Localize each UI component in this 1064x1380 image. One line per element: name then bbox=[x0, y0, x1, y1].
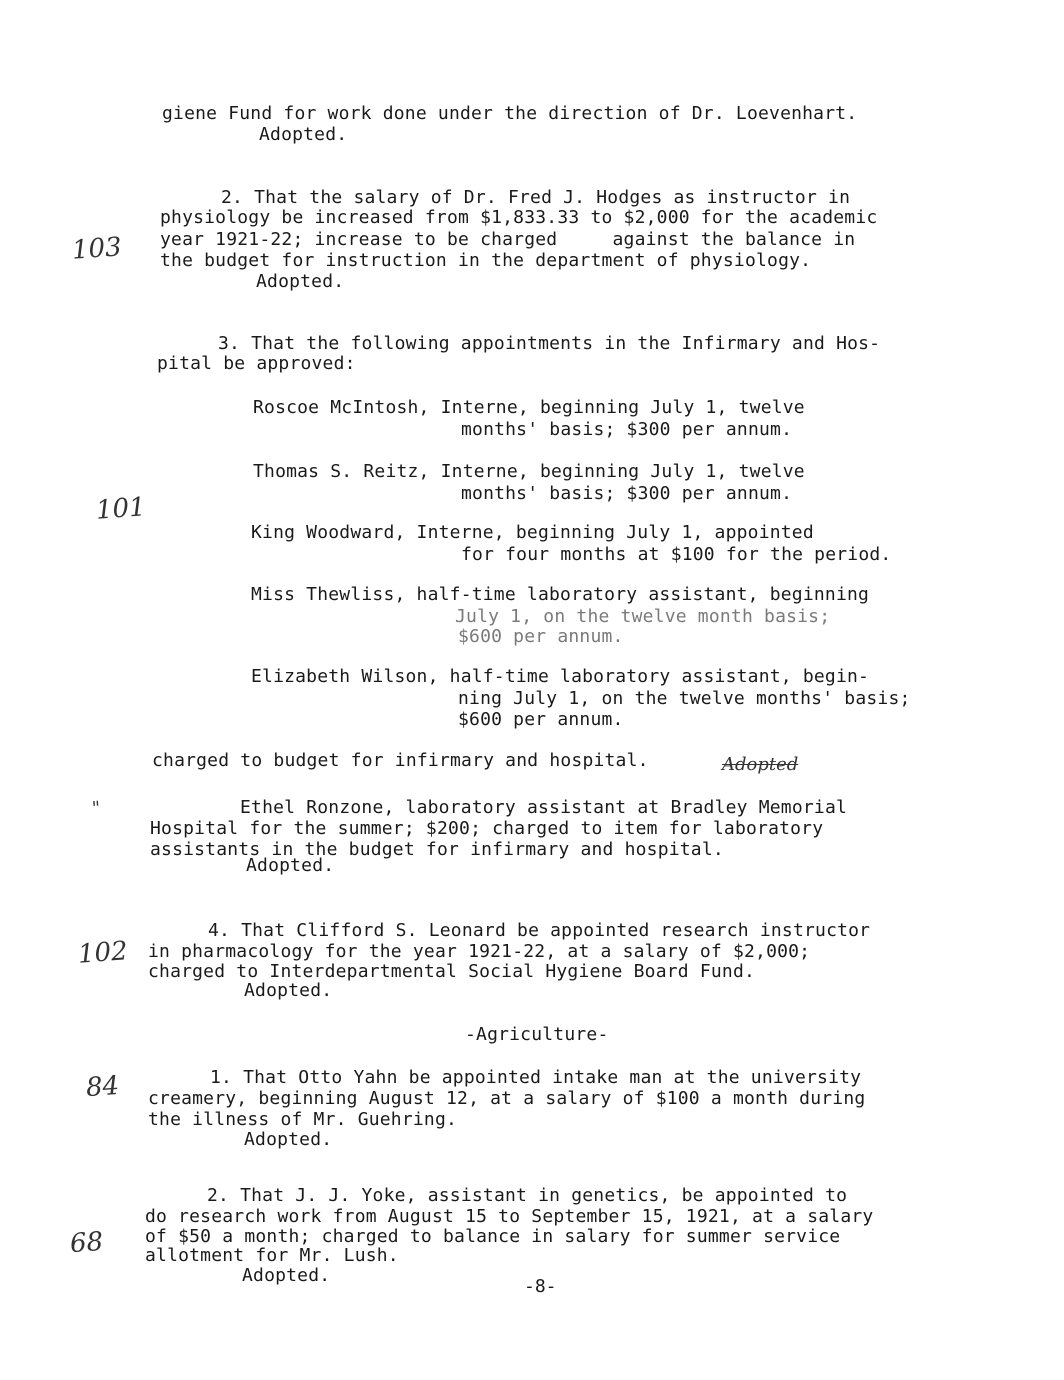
margin-note: 101 bbox=[95, 492, 147, 526]
adopted-label: Adopted. bbox=[246, 855, 335, 876]
adopted-label: Adopted. bbox=[242, 1265, 331, 1286]
text-line: 3. That the following appointments in the Infirmary and Hos- bbox=[218, 333, 881, 354]
text-line: 1. That Otto Yahn be appointed intake man at the university bbox=[210, 1067, 862, 1088]
text-line: Roscoe McIntosh, Interne, beginning July 1, twelve bbox=[253, 397, 805, 418]
text-line: months' basis; $300 per annum. bbox=[461, 483, 793, 504]
text-line: 4. That Clifford S. Leonard be appointed research instructor bbox=[208, 920, 871, 941]
text-line: physiology be increased from $1,833.33 to $2,000 for the academic bbox=[160, 207, 878, 228]
text-line: do research work from August 15 to September 15, 1921, at a salary bbox=[145, 1206, 874, 1227]
margin-note: " bbox=[91, 797, 102, 820]
adopted-label: Adopted. bbox=[244, 1129, 333, 1150]
text-line: 2. That J. J. Yoke, assistant in genetics, be appointed to bbox=[207, 1185, 848, 1206]
text-line: year 1921-22; increase to be charged against the balance in bbox=[160, 229, 856, 250]
text-line: of $50 a month; charged to balance in salary for summer service bbox=[145, 1226, 841, 1247]
text-line: King Woodward, Interne, beginning July 1, appointed bbox=[251, 522, 814, 543]
text-line: charged to budget for infirmary and hospital. bbox=[152, 750, 649, 771]
text-line: the budget for instruction in the department of physiology. bbox=[160, 250, 812, 271]
margin-note: 68 bbox=[68, 1226, 105, 1260]
text-line: Ethel Ronzone, laboratory assistant at Bradley Memorial bbox=[240, 797, 848, 818]
text-line: Elizabeth Wilson, half-time laboratory assistant, begin- bbox=[251, 666, 870, 687]
margin-note: 102 bbox=[77, 936, 129, 970]
section-heading: -Agriculture- bbox=[465, 1024, 609, 1045]
adopted-label: Adopted. bbox=[244, 980, 333, 1001]
text-line: months' basis; $300 per annum. bbox=[461, 419, 793, 440]
text-line: in pharmacology for the year 1921-22, at a salary of $2,000; bbox=[148, 941, 811, 962]
margin-note: 84 bbox=[84, 1070, 121, 1104]
text-line: Thomas S. Reitz, Interne, beginning July 1, twelve bbox=[253, 461, 805, 482]
text-line: July 1, on the twelve month basis; bbox=[455, 606, 831, 627]
text-line: giene Fund for work done under the direction of Dr. Loevenhart. bbox=[162, 103, 858, 124]
text-line: for four months at $100 for the period. bbox=[461, 544, 892, 565]
text-line: pital be approved: bbox=[157, 353, 356, 374]
text-line: Hospital for the summer; $200; charged to item for laboratory bbox=[150, 818, 824, 839]
text-line: $600 per annum. bbox=[458, 626, 624, 647]
page-number: -8- bbox=[524, 1276, 557, 1297]
adopted-label: Adopted. bbox=[259, 124, 348, 145]
text-line: creamery, beginning August 12, at a salary of $100 a month during bbox=[148, 1088, 866, 1109]
text-line: assistants in the budget for infirmary and hospital. bbox=[150, 839, 724, 860]
text-line: the illness of Mr. Guehring. bbox=[148, 1109, 458, 1130]
text-line: Miss Thewliss, half-time laboratory assistant, beginning bbox=[251, 584, 870, 605]
margin-note: 103 bbox=[71, 232, 123, 266]
text-line: charged to Interdepartmental Social Hygiene Board Fund. bbox=[148, 961, 756, 982]
text-line: $600 per annum. bbox=[458, 709, 624, 730]
text-line: ning July 1, on the twelve months' basis; bbox=[458, 688, 911, 709]
adopted-label: Adopted. bbox=[256, 271, 345, 292]
text-line: 2. That the salary of Dr. Fred J. Hodges as instructor in bbox=[221, 187, 851, 208]
text-line: allotment for Mr. Lush. bbox=[145, 1245, 399, 1266]
handwritten-adopted: Adopted bbox=[722, 754, 799, 775]
